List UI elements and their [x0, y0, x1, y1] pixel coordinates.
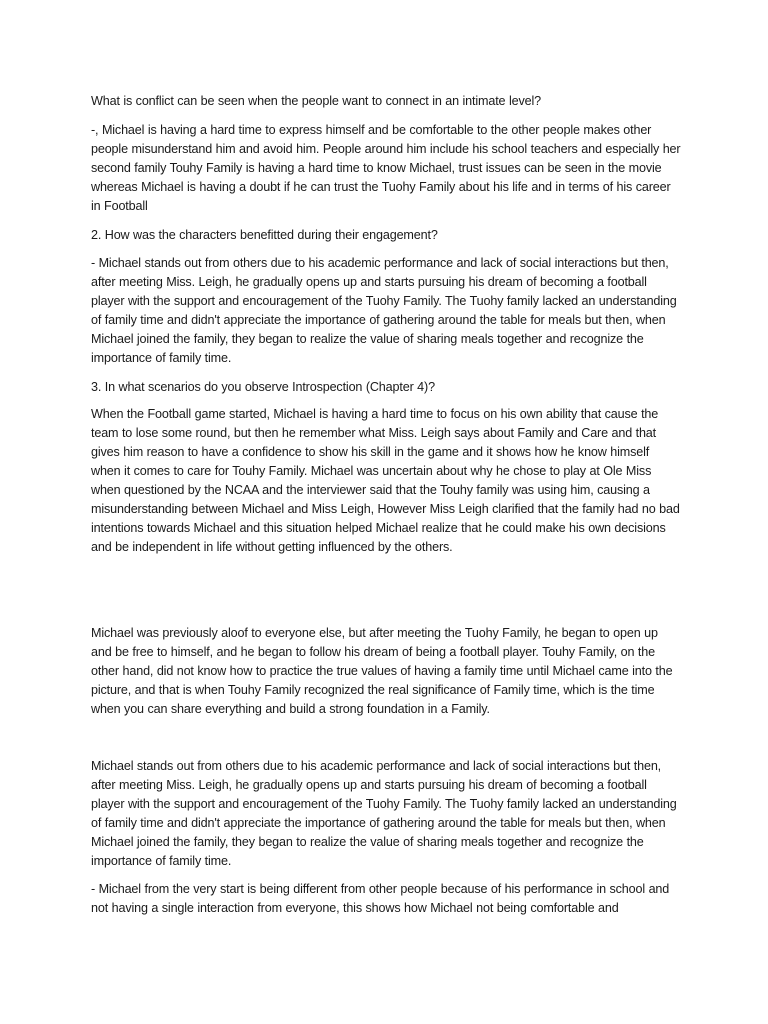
answer-1-text: -, Michael is having a hard time to express himself and be comfortable to the other people makes other people misunderstand him and avoid him. People around him include his school teachers and especially her second family Touhy Family is having a hard time to know Michael, trust issues can be seen in the movie whereas Michael is having a doubt if he can trust the Tuohy Family about his life and in terms of his career in Football	[91, 123, 681, 213]
answer-3-text: When the Football game started, Michael is having a hard time to focus on his own ability that cause the team to lose some round, but then he remember what Miss. Leigh says about Family and Care and that gives him reason to have a confidence to show his skill in the game and it shows how he know himself when it comes to care for Touhy Family. Michael was uncertain about why he chose to play at Ole Miss when questioned by the NCAA and the interviewer said that the Touhy family was using him, causing a misunderstanding between Michael and Miss Leigh, However Miss Leigh clarified that the family had no bad intentions towards Michael and this situation helped Michael realize that he could make his own decisions and be independent in life without getting influenced by the others.	[91, 407, 680, 554]
question-2-text: 2. How was the characters benefitted during their engagement?	[91, 228, 438, 242]
summary-paragraph: Michael was previously aloof to everyone else, but after meeting the Tuohy Family, he began to open up and be free to himself, and he began to follow his dream of being a football player. Touhy Family, on the other hand, did not know how to practice the true values of having a family time until Michael came into the picture, and that is when Touhy Family recognized the real significance of Family time, which is the time when you can share everything and build a strong foundation in a Family.	[91, 626, 673, 716]
repeated-answer-paragraph: Michael stands out from others due to his academic performance and lack of social interactions but then, after meeting Miss. Leigh, he gradually opens up and starts pursuing his dream of becoming a football player with the support and encouragement of the Tuohy Family. The Tuohy family lacked an understanding of family time and didn't appreciate the importance of gathering around the table for meals but then, when Michael joined the family, they began to realize the value of sharing meals together and recognize the importance of family time.	[91, 759, 677, 868]
final-paragraph: - Michael from the very start is being different from other people because of his performance in school and not having a single interaction from everyone, this shows how Michael not being comfortable and	[91, 882, 670, 915]
question-1-text: What is conflict can be seen when the people want to connect in an intimate level?	[91, 94, 541, 108]
answer-2-text: - Michael stands out from others due to his academic performance and lack of social interactions but then, after meeting Miss. Leigh, he gradually opens up and starts pursuing his dream of becoming a football player with the support and encouragement of the Tuohy Family. The Tuohy family lacked an understanding of family time and didn't appreciate the importance of gathering around the table for meals but then, when Michael joined the family, they began to realize the value of sharing meals together and recognize the importance of family time.	[91, 256, 677, 365]
question-3-text: 3. In what scenarios do you observe Introspection (Chapter 4)?	[91, 380, 435, 394]
